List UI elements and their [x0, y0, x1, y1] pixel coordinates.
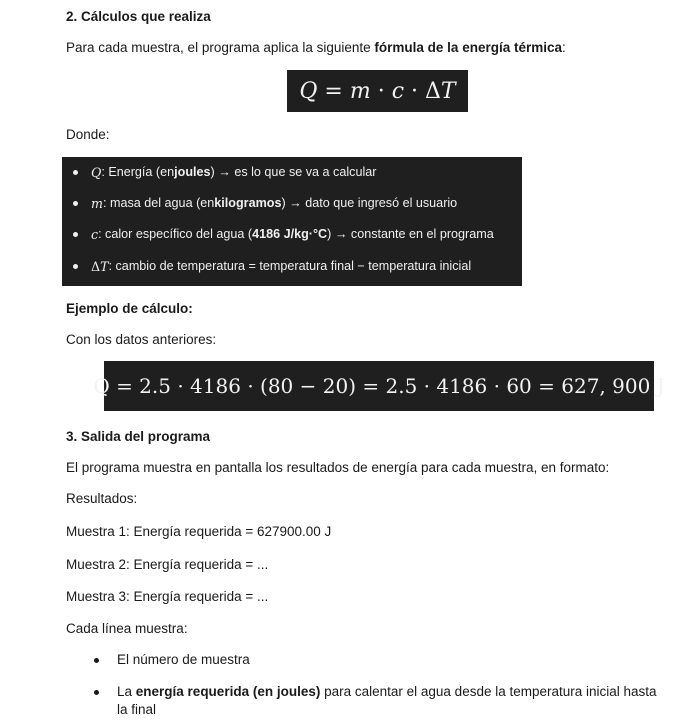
variable-symbol: c [91, 226, 99, 242]
cada-linea-label: Cada línea muestra: [66, 621, 188, 636]
bullet-icon [73, 201, 78, 206]
donde-label: Donde: [66, 127, 110, 142]
formula-eq: = [317, 78, 350, 104]
variable-symbol: T [100, 258, 109, 274]
energy-formula [287, 70, 468, 112]
intro-bold: fórmula de la energía térmica [374, 40, 562, 55]
bullet-icon [94, 658, 99, 663]
list-bold: kilogramos [214, 196, 282, 210]
list-text: ) → dato que ingresó el usuario [281, 196, 458, 210]
section-3-title: 3. Salida del programa [66, 429, 211, 444]
list-text-before: La [117, 684, 136, 699]
section-2-title: 2. Cálculos que realiza [66, 9, 211, 24]
list-text: : cambio de temperatura = temperatura final − temperatura inicial [108, 259, 472, 273]
formula-c: c [391, 78, 405, 104]
bullet-icon [94, 690, 99, 695]
formula-q: Q [299, 78, 318, 104]
result-line: Muestra 2: Energía requerida = ... [66, 557, 269, 572]
intro-colon: : [562, 40, 566, 55]
bullet-icon [73, 170, 78, 175]
list-item [62, 190, 457, 216]
resultados-label: Resultados: [66, 491, 138, 506]
list-text: : calor específico del agua ( [98, 227, 253, 241]
list-bold: 4186 J/kg·°C [252, 227, 328, 241]
example-title: Ejemplo de cálculo: [66, 301, 193, 316]
list-item [66, 651, 662, 669]
formula-dot: · [404, 78, 426, 104]
list-item [62, 221, 494, 247]
formula-t: T [440, 78, 456, 104]
list-text: El número de muestra [117, 652, 250, 667]
section-2-intro [66, 40, 566, 55]
formula-delta: Δ [425, 78, 441, 104]
variable-symbol: m [91, 195, 103, 211]
list-text: : masa del agua (en [102, 196, 215, 210]
example-intro: Con los datos anteriores: [66, 332, 217, 347]
variables-list [62, 157, 522, 286]
bullet-icon [73, 264, 78, 269]
list-item [66, 683, 662, 719]
list-text-after: para calentar el agua desde la temperatura inicial hasta la final [117, 684, 657, 717]
list-text: : Energía (en [101, 165, 175, 179]
list-bold: energía requerida (en joules) [135, 684, 321, 699]
intro-text: Para cada muestra, el programa aplica la siguiente [66, 40, 375, 55]
bullet-icon [73, 232, 78, 237]
list-text [117, 683, 662, 719]
section-3-intro: El programa muestra en pantalla los resultados de energía para cada muestra, en formato: [66, 460, 610, 475]
example-formula-text: Q = 2.5 · 4186 · (80 − 20) = 2.5 · 4186 · 60 = 627, 900 J [93, 374, 665, 398]
variable-symbol: Q [91, 164, 102, 180]
formula-m: m [349, 78, 371, 104]
list-bold: joules [174, 165, 211, 179]
list-text: ) → constante en el programa [327, 227, 494, 241]
list-item [62, 253, 471, 279]
list-text: ) → es lo que se va a calcular [210, 165, 377, 179]
formula-dot: · [370, 78, 392, 104]
result-line: Muestra 1: Energía requerida = 627900.00 J [66, 524, 332, 539]
variable-delta: Δ [91, 258, 101, 274]
result-line: Muestra 3: Energía requerida = ... [66, 589, 269, 604]
list-item [62, 159, 376, 185]
example-formula [93, 361, 665, 411]
